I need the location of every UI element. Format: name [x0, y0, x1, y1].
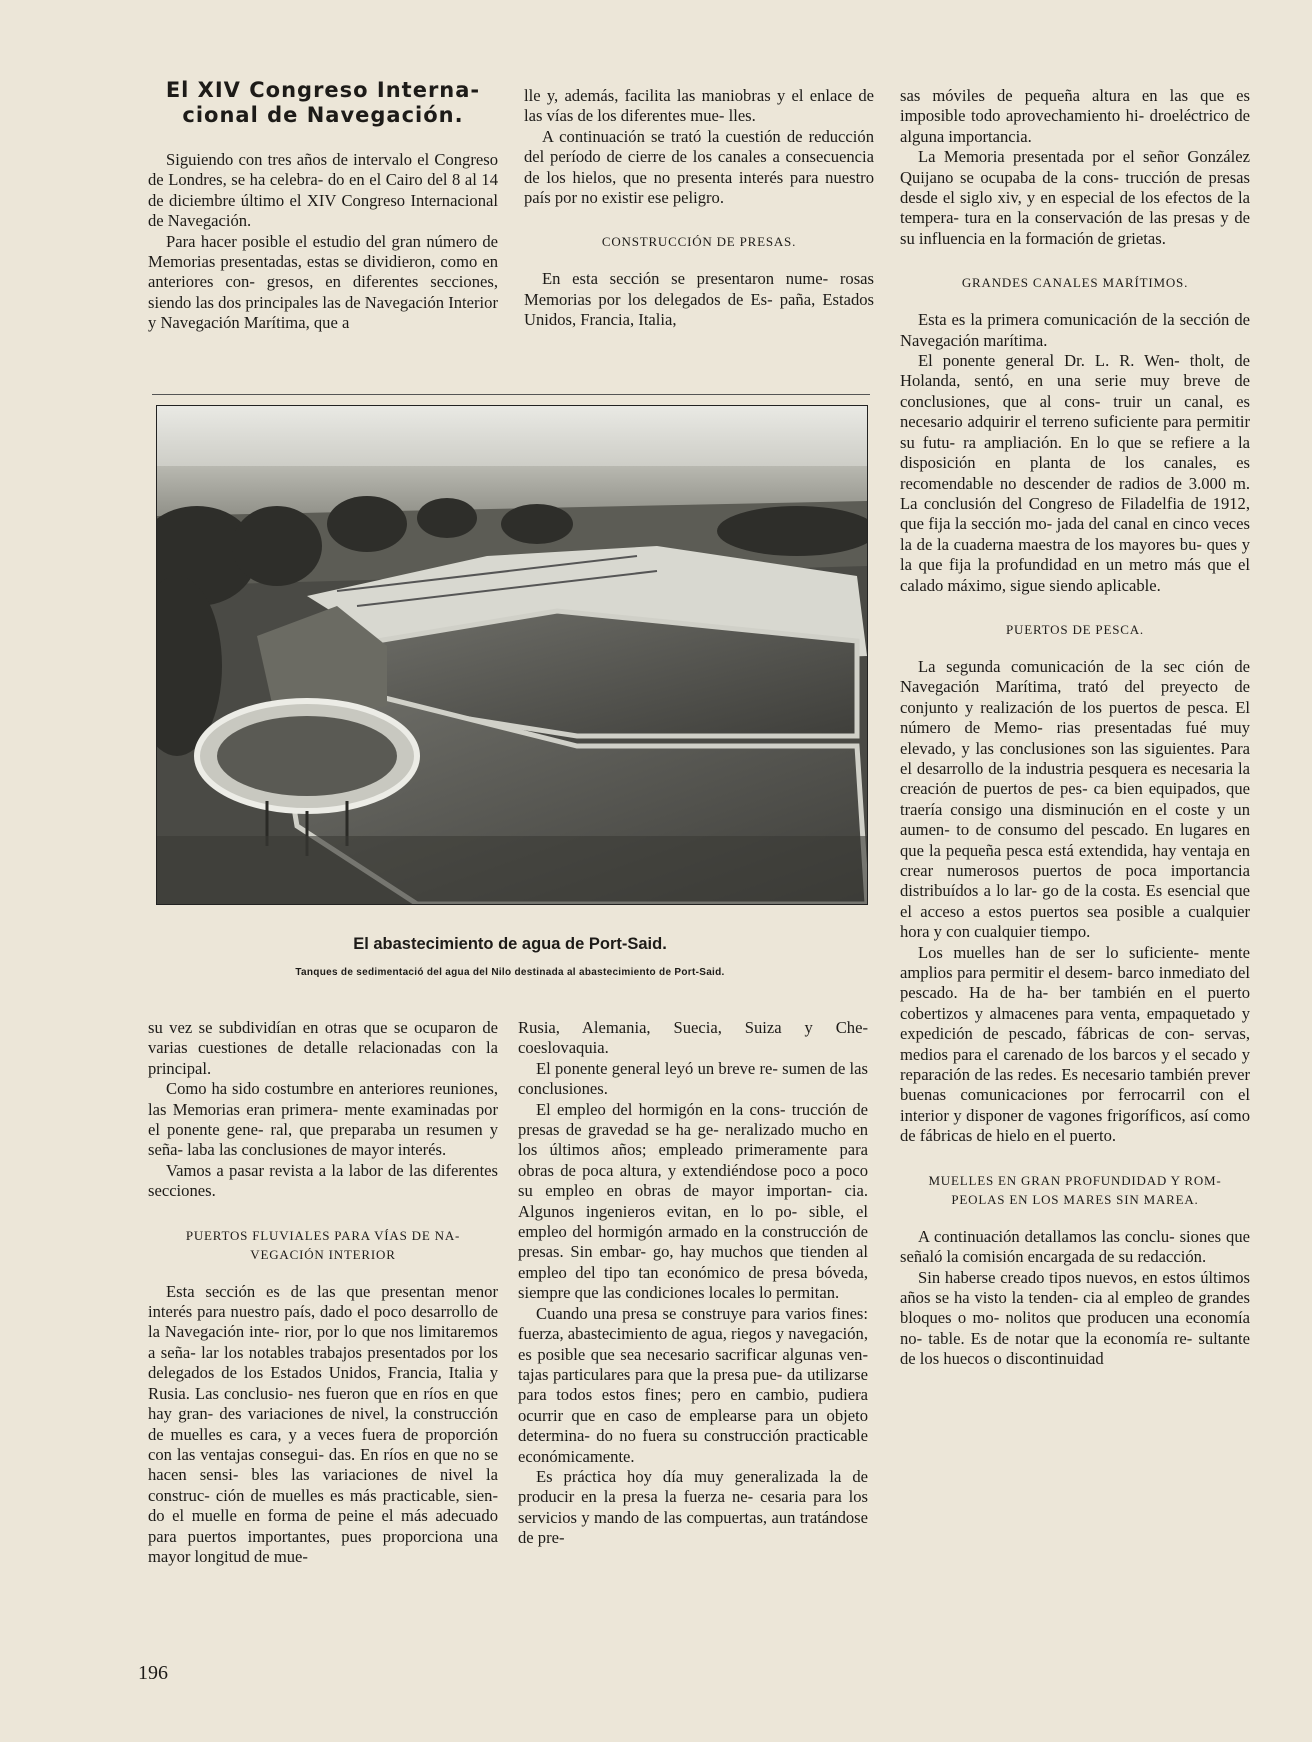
paragraph: Vamos a pasar revista a la labor de las diferentes secciones.	[148, 1160, 498, 1201]
paragraph: El ponente general leyó un breve re- sumen de las conclusiones.	[518, 1058, 868, 1099]
paragraph: En esta sección se presentaron nume- rosas Memorias por los delegados de Es- paña, Estados Unidos, Francia, Italia,	[524, 269, 874, 330]
paragraph: sas móviles de pequeña altura en las que es imposible todo aprovechamiento hi- droeléctrico de alguna importancia.	[900, 86, 1250, 146]
photograph-sedimentation-tanks	[156, 405, 868, 905]
figure-caption: El abastecimiento de agua de Port-Said.	[353, 935, 667, 953]
paragraph: La Memoria presentada por el señor González Quijano se ocupaba de la cons- trucción de presas desde el siglo xiv, y en especial de los efectos de la tempera- tura en la conservación de las presas y de su influencia en la formación de grietas.	[900, 147, 1250, 248]
figure-rule	[152, 394, 870, 395]
paragraph: Esta es la primera comunicación de la sección de Navegación marítima.	[900, 310, 1250, 350]
paragraph: Para hacer posible el estudio del gran número de Memorias presentadas, estas se dividieron, como en anteriores con- gresos, en diferentes secciones, siendo las dos principales las de Navegación Interior y Navegación Marítima, que a	[148, 231, 498, 333]
paragraph: su vez se subdividían en otras que se ocuparon de varias cuestiones de detalle relacionadas con la principal.	[148, 1018, 498, 1078]
paragraph: Cuando una presa se construye para varios fines: fuerza, abastecimiento de agua, riegos y navegación, es posible que sea necesario sacrificar algunas ven- tajas particulares para que la presa pue- da utilizarse para todos estos fines; pero en cambio, pudiera ocurrir que en caso de emplearse para un objeto determina- do no fuera su construcción practicable económicamente.	[518, 1303, 868, 1466]
paragraph: La segunda comunicación de la sec ción de Navegación Marítima, trató del preyecto de conjunto y realización de los puertos de pesca. El número de Memo- rias presentadas fué muy elevado, y las conclusiones son las siguientes. Para el desarrollo de la industria pesquera es necesaria la creación de puertos de pes- ca bien equipados, que traería consigo una disminución en el coste y un aumen- to de consumo del pescado. En lugares en que la pequeña pesca está extendida, hay ventaja en crear numerosos puertos de poca importancia distribuídos a lo lar- go de la costa. Es esencial que el acceso a estos puertos sea posible a cualquier hora y con cualquier tiempo.	[900, 656, 1250, 942]
paragraph: El empleo del hormigón en la cons- trucción de presas de gravedad se ha ge- neralizado mucho en los últimos años; empleado primeramente para obras de poca altura, y extendiéndose poco a poco su empleo en obras de mayor importan- cia. Algunos ingenieros evitan, en lo po- sible, el empleo del hormigón armado en la construcción de presas. Sin embar- go, hay muchos que tienden al empleo del tipo tan económico de presa bóveda, siempre que las condiciones locales lo permitan.	[518, 1099, 868, 1303]
column-3	[900, 86, 1250, 1370]
paragraph: lle y, además, facilita las maniobras y el enlace de las vías de los diferentes mue- lles.	[524, 86, 874, 126]
paragraph: El ponente general Dr. L. R. Wen- tholt, de Holanda, sentó, en una serie muy breve de conclusiones, que al cons- truir un canal, es necesario adquirir el terreno suficiente para permitir su futu- ra ampliación. En lo que se refiere a la disposición en planta de los canales, es recomendable no descender de radios de 3.000 m. La conclusión del Congreso de Filadelfia de 1912, que fija la sección mo- jada del canal en cinco veces la de la cuaderna maestra de los mayores bu- ques y la que fija la profundidad en un metro más que el calado máximo, sigue siendo aplicable.	[900, 351, 1250, 595]
article-title: El XIV Congreso Interna- cional de Navegación.	[165, 78, 481, 127]
paragraph: Los muelles han de ser lo suficiente- mente amplios para permitir el desem- barco inmediato del pescado. Ha de ha- ber también en el puerto cobertizos y almacenes para venta, empaquetado y expedición de pescado, fábricas de con- servas, medios para el carenado de los barcos y el secado y reparación de las redes. Es necesario también prever buenas comunicaciones por ferrocarril con el interior y disponer de vagones frigoríficos, así como de fábricas de hielo en el puerto.	[900, 942, 1250, 1146]
section-heading: CONSTRUCCIÓN DE PRESAS.	[601, 234, 797, 250]
photo-illustration	[157, 406, 867, 904]
paragraph: A continuación detallamos las conclu- siones que señaló la comisión encargada de su redacción.	[900, 1226, 1250, 1267]
column-1-top	[148, 78, 498, 334]
column-2-top	[524, 86, 874, 331]
paragraph: Como ha sido costumbre en anteriores reuniones, las Memorias eran primera- mente examinadas por el ponente gene- ral, que preparaba un resumen y seña- laba las conclusiones de mayor interés.	[148, 1079, 498, 1160]
paragraph: Rusia, Alemania, Suecia, Suiza y Che- coeslovaquia.	[518, 1018, 868, 1058]
paragraph: Es práctica hoy día muy generalizada la de producir en la presa la fuerza ne- cesaria para los servicios y mando de las compuertas, aun tratándose de pre-	[518, 1466, 868, 1548]
section-heading: MUELLES EN GRAN PROFUNDIDAD Y ROM- PEOLAS EN LOS MARES SIN MAREA.	[928, 1172, 1222, 1207]
paragraph: Esta sección es de las que presentan menor interés para nuestro país, dado el poco desarrollo de la Navegación inte- rior, por lo que nos limitaremos a seña- lar los notables trabajos presentados por los delegados de los Estados Unidos, Francia, Italia y Rusia. Las conclusio- nes fueron que en ríos en que hay gran- des variaciones de nivel, la construcción de muelles es cara, y a veces fuera de proporción con las ventajas consegui- das. En ríos en que no se hacen sensi- bles las variaciones de nivel la construc- ción de muelles es más practicable, sien- do el muelle en forma de peine el más adecuado para puertos importantes, pues proporciona una mayor longitud de mue-	[148, 1281, 498, 1566]
section-heading: PUERTOS DE PESCA.	[1006, 621, 1144, 637]
figure-subcaption: Tanques de sedimentació del agua del Nilo destinada al abastecimiento de Port-Said.	[295, 967, 725, 978]
page-number: 196	[138, 1662, 168, 1684]
section-heading: GRANDES CANALES MARÍTIMOS.	[961, 275, 1189, 291]
paragraph: A continuación se trató la cuestión de reducción del período de cierre de los canales a consecuencia de los hielos, que no presenta interés para nuestro país por no existir ese peligro.	[524, 126, 874, 208]
paragraph: Sin haberse creado tipos nuevos, en estos últimos años se ha visto la tenden- cia al empleo de grandes bloques o mo- nolitos que producen una economía no- table. Es de notar que la economía re- sultante de los huecos o discontinuidad	[900, 1267, 1250, 1369]
column-1-bottom	[148, 1018, 498, 1567]
paragraph: Siguiendo con tres años de intervalo el Congreso de Londres, se ha celebra- do en el Cairo del 8 al 14 de diciembre último el XIV Congreso Internacional de Navegación.	[148, 150, 498, 231]
column-2-bottom	[518, 1018, 868, 1549]
section-heading: PUERTOS FLUVIALES PARA VÍAS DE NA- VEGACIÓN INTERIOR	[185, 1227, 461, 1262]
